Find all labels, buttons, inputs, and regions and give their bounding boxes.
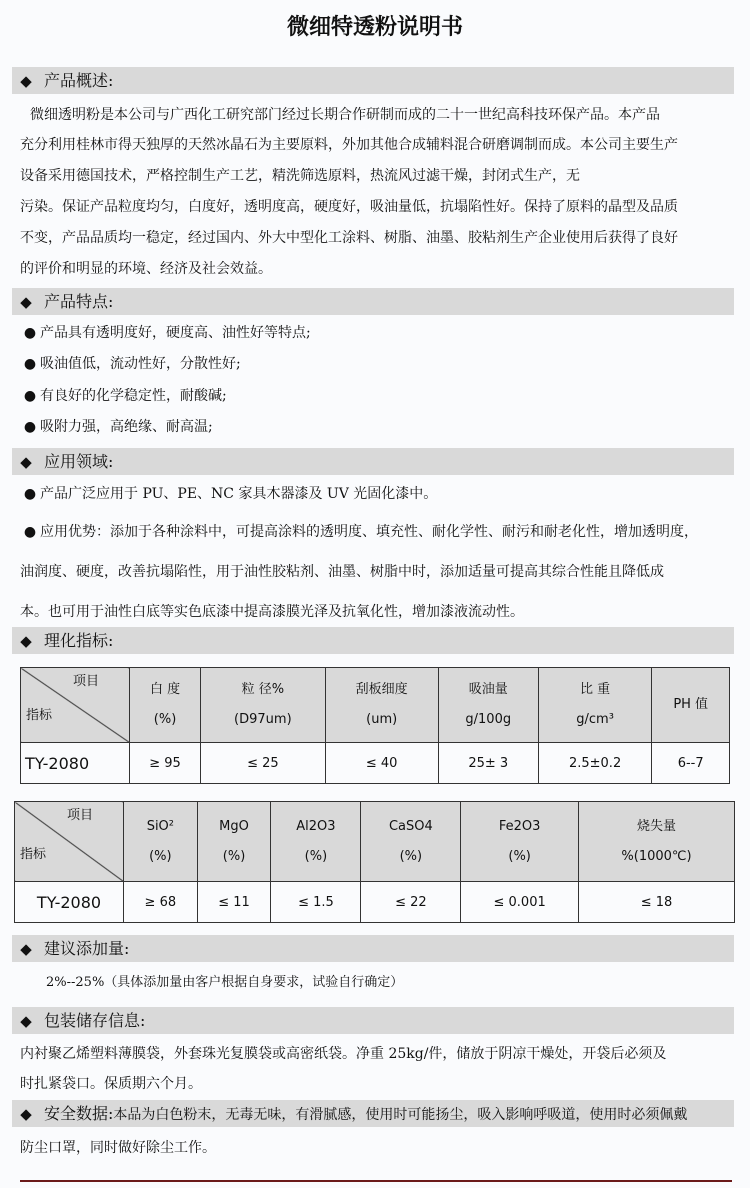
section-heading: 理化指标: [44,631,114,650]
bullet-icon: ● [23,524,37,540]
section-header-safety [12,1100,734,1127]
value-cell: ≤ 1.5 [271,882,361,923]
application-line: 油润度、硬度，改善抗塌陷性，用于油性胶粘剂、油墨、树脂中时，添加适量可提高其综合性能且降低成 [20,564,664,580]
overview-line: 充分利用桂林市得天独厚的天然冰晶石为主要原料，外加其他合成辅料混合研磨调制而成。本公司主要生产 [20,137,678,153]
feature-item [20,322,311,342]
header-name: 比 重 [580,682,611,697]
bullet-icon: ● [23,388,37,404]
header-name: MgO [219,818,249,834]
section-header-dosage [12,935,734,962]
header-unit: (%) [153,712,177,727]
header-unit: (%) [222,848,246,864]
value-cell: ≥ 68 [124,882,198,923]
overview-line: 污染。保证产品粒度均匀，白度好，透明度高，硬度好，吸油量低，抗塌陷性好。保持了原料的晶型及品质 [20,199,678,215]
value-cell: ≤ 0.001 [461,882,579,923]
header-unit: (%) [508,848,531,864]
diamond-icon: ◆ [20,293,32,311]
application-text: 应用优势：添加于各种涂料中，可提高涂料的透明度、填充性、耐化学性、耐污和耐老化性，增加透明度， [40,524,698,540]
header-unit: (um) [366,712,398,727]
section-header-features [12,288,734,315]
corner-bottom-label: 指标 [26,708,53,723]
header-name: 刮板细度 [355,682,408,697]
application-item [20,521,698,541]
header-unit: (%) [304,848,328,864]
header-unit: (D97um) [234,712,292,727]
header-unit: g/cm³ [576,712,614,727]
value-cell: 25± 3 [438,743,538,784]
corner-bottom-label: 指标 [20,847,47,862]
feature-item [20,385,227,405]
section-heading: 建议添加量: [44,939,130,958]
feature-text: 吸油值低，流动性好，分散性好; [40,356,241,372]
header-name: Al2O3 [296,818,336,834]
header-unit: (%) [149,848,172,864]
value-cell: ≤ 11 [197,882,271,923]
diamond-icon: ◆ [20,1105,32,1123]
section-header-packaging [12,1007,734,1034]
overview-line: 不变，产品品质均一稳定，经过国内、外大中型化工涂料、树脂、油墨、胶粘剂生产企业使用后获得了良好 [20,230,678,246]
header-name: CaSO4 [388,818,433,834]
section-heading: 产品概述: [44,71,114,90]
corner-cell [15,802,124,882]
packaging-line: 内衬聚乙烯塑料薄膜袋，外套珠光复膜袋或高密纸袋。净重 25kg/件，储放于阴凉干燥处，开袋后必须及 [20,1046,667,1062]
value-cell: 6--7 [652,743,730,784]
header-cell [652,668,730,743]
bullet-icon: ● [23,486,37,502]
diamond-icon: ◆ [20,1012,32,1030]
header-cell [325,668,438,743]
feature-item [20,416,213,436]
footer-rule [20,1180,732,1182]
row-label: TY-2080 [21,743,130,784]
header-unit: g/100g [465,712,512,727]
header-cell [461,802,579,882]
header-unit: (%) [399,848,423,864]
overview-line: 的评价和明显的环境、经济及社会效益。 [20,261,272,277]
value-cell: ≤ 25 [201,743,326,784]
application-line: 本。也可用于油性白底等实色底漆中提高漆膜光泽及抗氧化性，增加漆液流动性。 [20,604,524,620]
header-name: Fe2O3 [498,818,541,834]
feature-item [20,353,241,373]
bullet-icon: ● [23,356,37,372]
document-title: 微细特透粉说明书 [286,14,463,40]
header-cell [579,802,735,882]
header-cell [201,668,326,743]
packaging-line: 时扎紧袋口。保质期六个月。 [20,1076,202,1092]
corner-top-label: 项目 [66,808,93,823]
section-header-overview [12,67,734,94]
header-unit: %(1000℃) [621,848,692,864]
value-cell: ≤ 18 [579,882,735,923]
section-heading: 安全数据: [44,1104,114,1123]
dosage-text: 2%--25%（具体添加量由客户根据自身要求，试验自行确定） [46,975,404,990]
bullet-icon: ● [23,325,37,341]
spec-table-2 [14,801,735,923]
section-heading: 产品特点: [44,292,114,311]
feature-text: 有良好的化学稳定性，耐酸碱; [40,388,227,404]
value-cell: ≥ 95 [130,743,201,784]
application-text: 产品广泛应用于 PU、PE、NC 家具木器漆及 UV 光固化漆中。 [40,486,438,502]
section-heading: 包装储存信息: [44,1011,146,1030]
section-header-applications [12,448,734,475]
value-cell: 2.5±0.2 [538,743,652,784]
corner-cell [21,668,130,743]
bullet-icon: ● [23,419,37,435]
diamond-icon: ◆ [20,632,32,650]
value-cell: ≤ 40 [325,743,438,784]
header-cell [538,668,652,743]
header-name: 吸油量 [468,682,508,697]
overview-line: 设备采用德国技术，严格控制生产工艺，精洗筛选原料，热流风过滤干燥，封闭式生产，无 [20,168,580,184]
header-name: SiO² [146,818,174,834]
spec-table-1 [20,667,730,784]
header-cell [124,802,198,882]
header-name: 粒 径% [241,682,285,697]
header-name: 烧失量 [636,818,676,834]
overview-line: 微细透明粉是本公司与广西化工研究部门经过长期合作研制而成的二十一世纪高科技环保产品。本产品 [30,107,660,123]
section-header-specs [12,627,734,654]
diamond-icon: ◆ [20,940,32,958]
application-item [20,483,437,503]
value-cell: ≤ 22 [361,882,461,923]
header-name: PH 值 [673,697,709,712]
header-cell [438,668,538,743]
header-cell [361,802,461,882]
header-name: 白 度 [149,682,181,697]
safety-text: 本品为白色粉末，无毒无味，有滑腻感，使用时可能扬尘，吸入影响呼吸道，使用时必须佩戴 [113,1107,688,1123]
row-label: TY-2080 [15,882,124,923]
header-cell [197,802,271,882]
header-cell [130,668,201,743]
corner-top-label: 项目 [72,674,99,689]
diamond-icon: ◆ [20,72,32,90]
section-heading: 应用领域: [44,452,114,471]
feature-text: 产品具有透明度好，硬度高、油性好等特点; [40,325,311,341]
safety-line: 防尘口罩，同时做好除尘工作。 [20,1140,216,1156]
diamond-icon: ◆ [20,453,32,471]
feature-text: 吸附力强，高绝缘、耐高温; [40,419,213,435]
header-cell [271,802,361,882]
